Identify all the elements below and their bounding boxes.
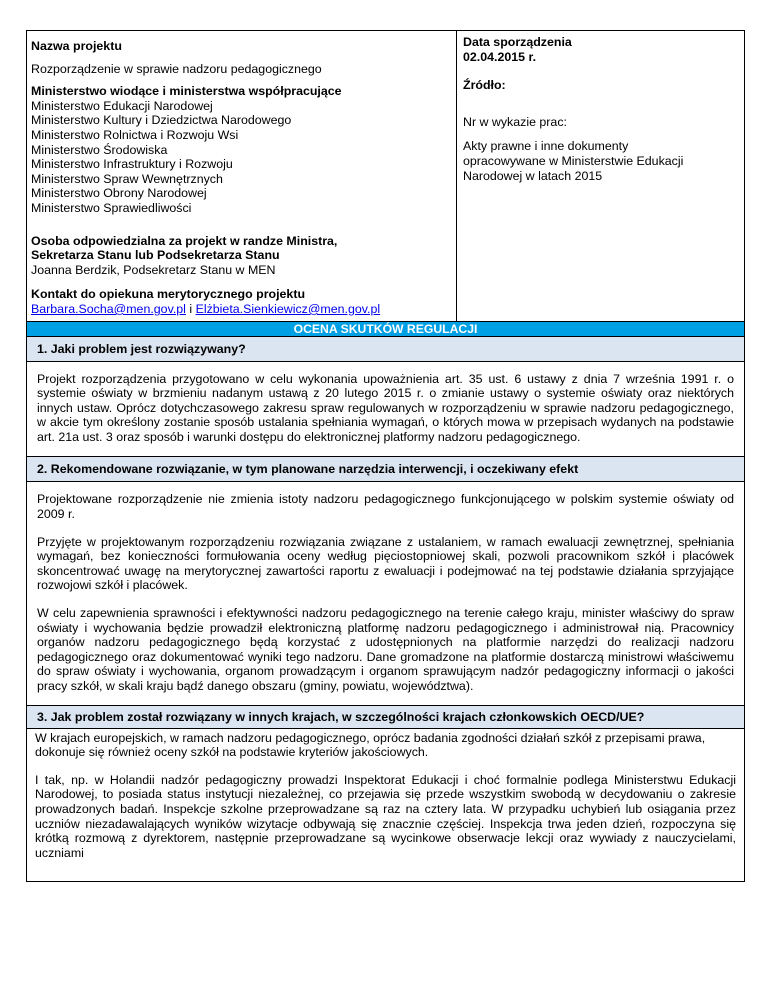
ministry-item: Ministerstwo Środowiska	[31, 142, 168, 157]
date-label: Data sporządzenia	[463, 35, 572, 49]
section-2-paragraph: W celu zapewnienia sprawności i efektywności nadzoru pedagogicznego na terenie całego kraju, minister właściwy do spraw oświaty i wychowania będzie prowadził elektroniczną platformę nadzoru pedagogicznego i administrował nią. Pracownicy organów nadzoru pedagogicznego będą korzystać z udostępnionych na platformie narzędzi do realizacji nadzoru pedagogicznego oraz dokumentować wyniki tego nadzoru. Dane gromadzone na platformie dostarczą ministrowi właściwemu do spraw oświaty i wychowania, organom prowadzącym i organom sprawującym nadzór pedagogiczny informacji o jakości pracy szkół, w skali kraju bądź danego obszaru (gminy, powiatu, województwa).	[37, 606, 734, 693]
responsible-label-2: Sekretarza Stanu lub Podsekretarza Stanu	[31, 248, 280, 263]
contact-label: Kontakt do opiekuna merytorycznego projektu	[31, 287, 306, 302]
document-page	[26, 30, 744, 882]
contact-separator: i	[185, 301, 196, 316]
section-1-paragraph: Projekt rozporządzenia przygotowano w celu wykonania upoważnienia art. 35 ust. 6 ustawy z dnia 7 września 1991 r. o systemie oświaty w brzmieniu nadanym ustawą z 20 lutego 2015 r. o zmianie ustawy o systemie oświaty oraz niektórych innych ustaw. Oprócz dotychczasowego zakresu spraw regulowanych w rozporządzeniu w sprawie nadzoru pedagogicznego, w akcie tym określony zostanie sposób ustalania spełniania wymagań, o których mowa w przepisach wydanych na podstawie art. 21a ust. 3 oraz sposób i warunki dostępu do elektronicznej platformy nadzoru pedagogicznego.	[37, 371, 734, 444]
contact-emails	[31, 302, 452, 317]
ministry-item: Ministerstwo Infrastruktury i Rozwoju	[31, 157, 233, 172]
ministry-item: Ministerstwo Rolnictwa i Rozwoju Wsi	[31, 127, 239, 142]
ministry-item: Ministerstwo Edukacji Narodowej	[31, 98, 213, 113]
project-name: Rozporządzenie w sprawie nadzoru pedagogicznego	[31, 61, 322, 76]
date-source-cell	[457, 31, 745, 322]
osr-table	[26, 30, 745, 882]
section-2-body	[27, 482, 745, 705]
list-number-label: Nr w wykazie prac:	[463, 114, 567, 129]
responsible-person: Joanna Berdzik, Podsekretarz Stanu w MEN	[31, 262, 276, 277]
section-2-title: 2. Rekomendowane rozwiązanie, w tym planowane narzędzia interwencji, i oczekiwany efekt	[27, 457, 745, 482]
section-2-paragraph: Przyjęte w projektowanym rozporządzeniu rozwiązania związane z ustalaniem, w ramach ewaluacji zewnętrznej, spełniania wymagań, bez konieczności formułowania oceny według pięciostopniowej skali, pozwoli pracownikom szkół i placówek skoncentrować uwagę na merytorycznej zawartości raportu z ewaluacji i podejmować na tej podstawie działania sprzyjające rozwojowi szkół i placówek.	[37, 534, 734, 593]
contact-email-link-2[interactable]: Elżbieta.Sienkiewicz@men.gov.pl	[195, 301, 381, 316]
ministry-item: Ministerstwo Kultury i Dziedzictwa Narodowego	[31, 113, 292, 128]
section-1-body	[27, 361, 745, 457]
date-value: 02.04.2015 r.	[463, 49, 537, 64]
source-text-line: Akty prawne i inne dokumenty	[463, 139, 629, 154]
source-text-line: opracowywane w Ministerstwie Edukacji	[463, 153, 684, 168]
ministry-item: Ministerstwo Sprawiedliwości	[31, 200, 192, 215]
project-name-label: Nazwa projektu	[31, 39, 122, 53]
responsible-label-1: Osoba odpowiedzialna za projekt w randze Ministra,	[31, 233, 338, 248]
section-2-paragraph: Projektowane rozporządzenie nie zmienia istoty nadzoru pedagogicznego funkcjonującego w polskim systemie oświaty od 2009 r.	[37, 492, 734, 522]
ministries-list	[31, 99, 452, 216]
contact-email-link-1[interactable]: Barbara.Socha@men.gov.pl	[31, 301, 186, 316]
ministry-item: Ministerstwo Spraw Wewnętrznych	[31, 171, 223, 186]
source-text-line: Narodowej w latach 2015	[463, 168, 603, 183]
ministry-item: Ministerstwo Obrony Narodowej	[31, 186, 207, 201]
osr-title: OCENA SKUTKÓW REGULACJI	[27, 321, 745, 336]
section-3-paragraph: W krajach europejskich, w ramach nadzoru pedagogicznego, oprócz badania zgodności działań szkół z przepisami prawa, dokonuje się również oceny szkół na podstawie kryteriów jakościowych.	[35, 730, 706, 760]
project-info-cell	[27, 31, 457, 322]
source-label: Źródło:	[463, 78, 506, 93]
section-3-body	[27, 728, 745, 881]
section-3-paragraph: I tak, np. w Holandii nadzór pedagogiczny prowadzi Inspektorat Edukacji i choć formalnie podlega Ministerstwu Edukacji Narodowej, to posiada status instytucji niezależnej, co przejawia się przede wszystkim swobodą w decydowaniu o zakresie prowadzonych badań. Inspekcje szkolne przeprowadzane są raz na cztery lata. W przypadku uchybień lub osiągania przez uczniów niezadawalających wyników wizytacje odbywają się znacznie częściej. Inspekcja trwa jeden dzień, rozpoczyna się krótką rozmową z dyrektorem, następnie przeprowadzane są wycinkowe obserwacje lekcji oraz wywiady z nauczycielami, uczniami	[35, 772, 736, 860]
section-1-title: 1. Jaki problem jest rozwiązywany?	[27, 336, 745, 361]
ministries-label: Ministerstwo wiodące i ministerstwa współpracujące	[31, 84, 342, 99]
section-3-title: 3. Jak problem został rozwiązany w innych krajach, w szczególności krajach członkowskich OECD/UE?	[27, 705, 745, 728]
